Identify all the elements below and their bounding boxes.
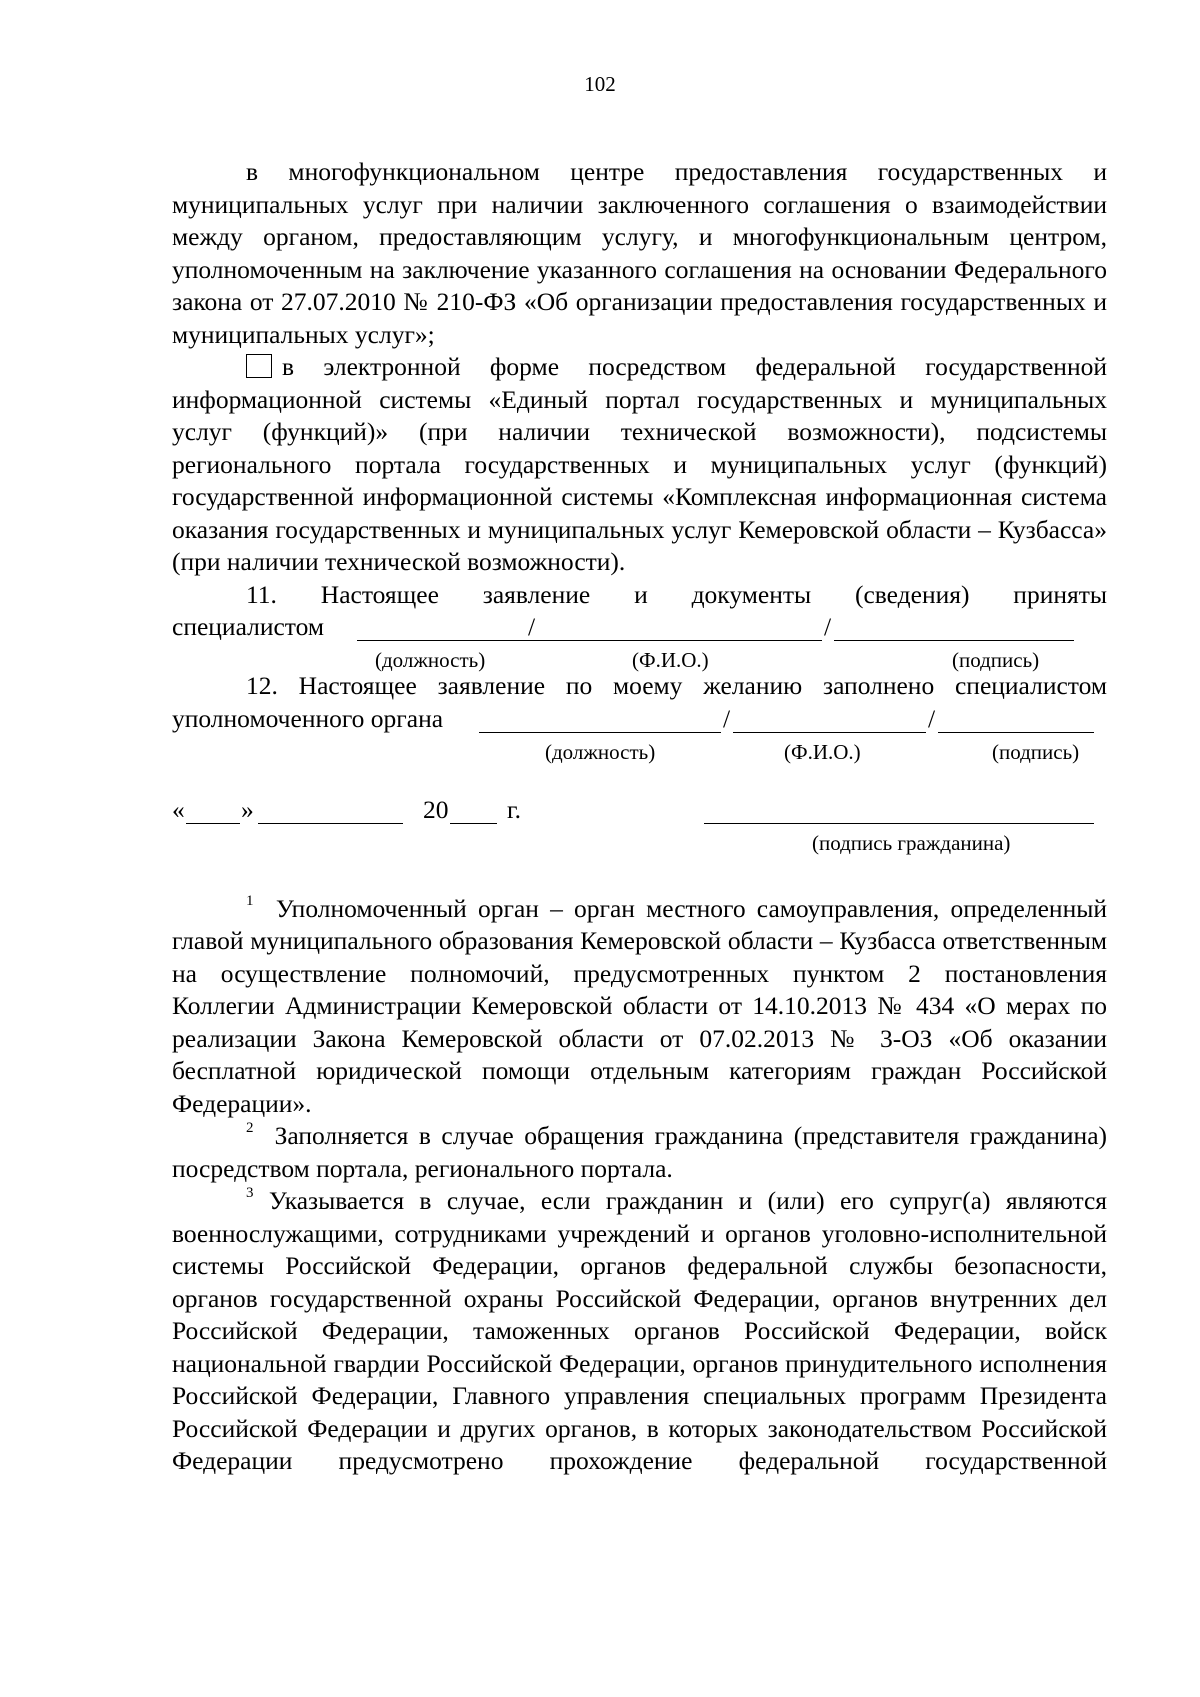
date-open-quote: « <box>172 794 185 824</box>
item12-captions <box>172 736 1107 762</box>
footnote-2 <box>172 1120 1107 1185</box>
page-number: 102 <box>584 72 616 96</box>
item11-caption-position: (должность) <box>375 648 486 672</box>
item12-caption-signature: (подпись) <box>992 739 1080 764</box>
footnote-2-text: Заполняется в случае обращения гражданина (представителя гражданина) посредством портала, регионального портала. <box>172 1121 1107 1183</box>
item11-caption-name: (Ф.И.О.) <box>632 648 709 672</box>
electronic-form-checkbox[interactable] <box>246 354 272 378</box>
item11-slash-1: / <box>528 612 536 641</box>
item12-signature-row <box>172 703 1107 736</box>
footnote-3-mark: 3 <box>246 1185 254 1201</box>
citizen-signature-caption: (подпись гражданина) <box>812 830 1011 855</box>
paragraph-mfc: в многофункциональном центре предоставления государственных и муниципальных услуг при наличии заключенного соглашения о взаимодействии между органом, предоставляющим услугу, и многофункциональным центром, уполномоченным на заключение указанного соглашения на основании Федерального закона от 27.07.2010 № 210-ФЗ «Об организации предоставления государственных и муниципальных услуг»; <box>172 157 1107 349</box>
item11-caption-signature: (подпись) <box>952 648 1040 672</box>
item12-slash-1: / <box>723 703 731 733</box>
item12-position-field[interactable] <box>479 732 721 733</box>
date-year-field[interactable] <box>450 823 497 824</box>
item12-name-field[interactable] <box>733 732 926 733</box>
item11-signature-field[interactable] <box>834 640 1074 641</box>
item11-label: специалистом <box>172 612 325 641</box>
footnote-1-text: Уполномоченный орган – орган местного самоуправления, определенный главой муниципального образования Кемеровской области – Кузбасса ответственным на осуществление полномочий, предусмотренных пунктом 2 постановления Коллегии Администрации Кемеровской области от 14.10.2013 № 434 «О мерах по реализации Закона Кемеровской области от 07.02.2013 № 3-ОЗ «Об оказании бесплатной юридической помощи отдельным категориям граждан Российской Федерации». <box>172 893 1107 1118</box>
item12-text: 12. Настоящее заявление по моему желанию заполнено специалистом <box>246 671 1107 700</box>
item11-text: 11. Настоящее заявление и документы (сведения) приняты <box>246 579 1107 609</box>
citizen-signature-caption-row <box>172 827 1107 853</box>
date-month-field[interactable] <box>258 823 403 824</box>
item12-caption-position: (должность) <box>545 739 656 764</box>
paragraph-electronic-text: в электронной форме посредством федеральной государственной информационной системы «Единый портал государственных и муниципальных услуг (функций)» (при наличии технической возможности), подсистемы регионального портала государственных и муниципальных услуг (функций) государственной информационной системы «Комплексная информационная система оказания государственных и муниципальных услуг Кемеровской области – Кузбасса» (при наличии технической возможности). <box>172 352 1107 576</box>
footnote-2-mark: 2 <box>246 1120 254 1136</box>
item12-signature-field[interactable] <box>938 732 1094 733</box>
item11-slash-2: / <box>824 612 832 641</box>
item12-caption-name: (Ф.И.О.) <box>784 739 861 764</box>
item11-signature-row <box>172 611 1107 644</box>
date-day-field[interactable] <box>186 823 240 824</box>
paragraph-electronic-option <box>172 351 1107 579</box>
footnote-3 <box>172 1185 1107 1478</box>
footnote-1 <box>172 893 1107 1121</box>
footnote-3-text: Указывается в случае, если гражданин и (или) его супруг(а) являются военнослужащими, сотрудниками учреждений и органов уголовно-исполнительной системы Российской Федерации, органов федеральной службы безопасности, органов государственной охраны Российской Федерации, органов внутренних дел Российской Федерации, таможенных органов Российской Федерации, войск национальной гвардии Российской Федерации, органов принудительного исполнения Российской Федерации, Главного управления специальных программ Президента Российской Федерации и других органов, в которых законодательством Российской Федерации предусмотрено прохождение федеральной государственной <box>172 1186 1107 1475</box>
item12-label: уполномоченного органа <box>172 703 444 733</box>
item12-slash-2: / <box>928 703 936 733</box>
citizen-signature-field[interactable] <box>704 823 1094 824</box>
date-year-prefix: 20 <box>423 794 449 824</box>
date-year-suffix: г. <box>507 794 521 824</box>
item11-captions <box>172 644 1107 670</box>
date-close-quote: » <box>241 794 254 824</box>
footnote-1-mark: 1 <box>246 892 254 909</box>
item11-name-field[interactable] <box>538 640 822 641</box>
document-body <box>172 156 1107 1478</box>
date-row <box>172 794 1107 827</box>
